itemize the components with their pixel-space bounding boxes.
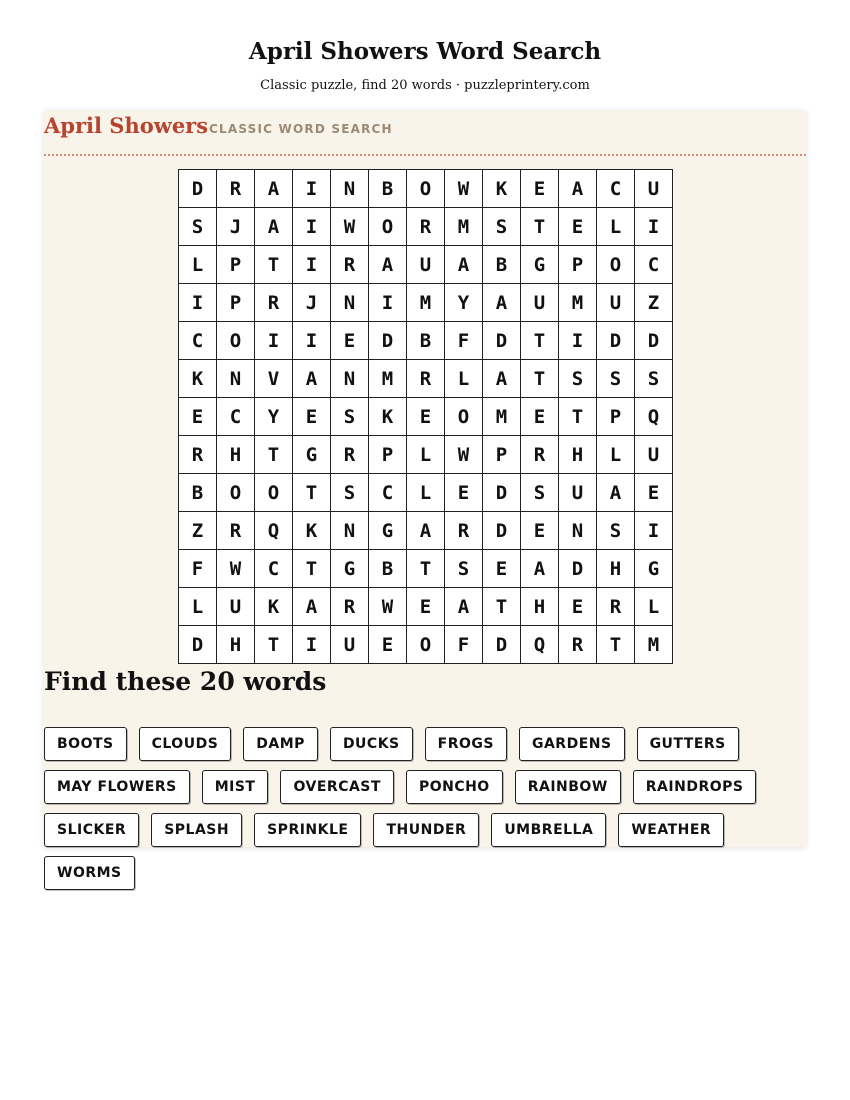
grid-cell[interactable]: I [559,322,597,360]
word-chip[interactable]: WORMS [44,856,135,890]
grid-cell[interactable]: R [559,626,597,664]
word-chip[interactable]: BOOTS [44,727,127,761]
grid-cell[interactable]: L [597,208,635,246]
grid-cell[interactable]: A [369,246,407,284]
grid-cell[interactable]: A [293,588,331,626]
grid-cell[interactable]: Q [255,512,293,550]
grid-cell[interactable]: I [179,284,217,322]
grid-cell[interactable]: D [597,322,635,360]
grid-cell[interactable]: A [445,588,483,626]
grid-cell[interactable]: B [369,170,407,208]
letter-grid [178,169,673,664]
grid-cell[interactable]: R [331,246,369,284]
grid-cell[interactable]: U [597,284,635,322]
grid-cell[interactable]: E [635,474,673,512]
grid-cell[interactable]: R [255,284,293,322]
grid-cell[interactable]: I [369,284,407,322]
grid-cell[interactable]: H [217,436,255,474]
grid-cell[interactable]: P [597,398,635,436]
grid-cell[interactable]: T [407,550,445,588]
grid-cell[interactable]: M [559,284,597,322]
grid-cell[interactable]: A [293,360,331,398]
grid-cell[interactable]: G [369,512,407,550]
grid-cell[interactable]: N [331,512,369,550]
grid-cell[interactable]: W [445,436,483,474]
grid-cell[interactable]: E [559,208,597,246]
grid-cell[interactable]: S [445,550,483,588]
puzzle-type-label: CLASSIC WORD SEARCH [209,122,393,136]
grid-cell[interactable]: D [483,626,521,664]
grid-cell[interactable]: P [559,246,597,284]
grid-cell[interactable]: T [293,474,331,512]
grid-cell[interactable]: H [521,588,559,626]
word-chip[interactable]: SLICKER [44,813,139,847]
grid-cell[interactable]: C [597,170,635,208]
grid-cell[interactable]: I [293,170,331,208]
grid-cell[interactable]: S [179,208,217,246]
grid-cell[interactable]: E [407,588,445,626]
grid-cell[interactable]: K [369,398,407,436]
grid-cell[interactable]: J [293,284,331,322]
grid-cell[interactable]: C [635,246,673,284]
grid-cell[interactable]: E [407,398,445,436]
grid-cell[interactable]: J [217,208,255,246]
word-chip[interactable]: MAY FLOWERS [44,770,190,804]
grid-cell[interactable]: O [597,246,635,284]
grid-cell[interactable]: Z [635,284,673,322]
grid-cell[interactable]: E [521,512,559,550]
grid-cell[interactable]: N [331,360,369,398]
grid-cell[interactable]: R [445,512,483,550]
grid-cell[interactable]: A [597,474,635,512]
grid-cell[interactable]: T [597,626,635,664]
grid-cell[interactable]: E [331,322,369,360]
grid-cell[interactable]: W [445,170,483,208]
grid-cell[interactable]: I [635,512,673,550]
grid-cell[interactable]: R [331,436,369,474]
grid-cell[interactable]: U [217,588,255,626]
grid-cell[interactable]: E [293,398,331,436]
grid-cell[interactable]: Y [445,284,483,322]
grid-cell[interactable]: M [407,284,445,322]
grid-cell[interactable]: W [217,550,255,588]
word-chip[interactable]: WEATHER [618,813,724,847]
grid-cell[interactable]: S [521,474,559,512]
grid-cell[interactable]: H [217,626,255,664]
grid-cell[interactable]: S [597,360,635,398]
grid-cell[interactable]: E [521,398,559,436]
grid-cell[interactable]: O [217,322,255,360]
grid-cell[interactable]: S [635,360,673,398]
grid-cell[interactable]: L [407,436,445,474]
grid-cell[interactable]: T [483,588,521,626]
grid-cell[interactable]: S [559,360,597,398]
grid-cell[interactable]: K [483,170,521,208]
grid-cell[interactable]: M [483,398,521,436]
grid-cell[interactable]: I [293,322,331,360]
grid-cell[interactable]: G [293,436,331,474]
grid-cell[interactable]: O [407,170,445,208]
word-list [44,727,806,890]
grid-cell[interactable]: R [407,208,445,246]
grid-cell[interactable]: O [369,208,407,246]
word-chip[interactable]: GARDENS [519,727,625,761]
grid-cell[interactable]: A [407,512,445,550]
grid-cell[interactable]: Q [521,626,559,664]
grid-cell[interactable]: F [445,322,483,360]
word-chip[interactable]: SPRINKLE [254,813,361,847]
grid-cell[interactable]: N [217,360,255,398]
grid-cell[interactable]: T [255,626,293,664]
grid-cell[interactable]: R [217,170,255,208]
word-chip[interactable]: PONCHO [406,770,503,804]
grid-cell[interactable]: T [521,322,559,360]
word-chip[interactable]: CLOUDS [139,727,232,761]
grid-cell[interactable]: N [331,170,369,208]
grid-cell[interactable]: I [293,626,331,664]
grid-cell[interactable]: T [521,360,559,398]
grid-cell[interactable]: L [635,588,673,626]
grid-cell[interactable]: T [255,246,293,284]
grid-cell[interactable]: D [369,322,407,360]
grid-cell[interactable]: A [445,246,483,284]
grid-cell[interactable]: M [445,208,483,246]
grid-cell[interactable]: G [635,550,673,588]
grid-cell[interactable]: W [369,588,407,626]
grid-cell[interactable]: A [483,360,521,398]
grid-cell[interactable]: C [255,550,293,588]
grid-cell[interactable]: S [597,512,635,550]
grid-cell[interactable]: C [179,322,217,360]
grid-cell[interactable]: E [369,626,407,664]
grid-cell[interactable]: U [559,474,597,512]
grid-cell[interactable]: A [559,170,597,208]
word-chip[interactable]: OVERCAST [280,770,393,804]
grid-cell[interactable]: T [521,208,559,246]
grid-cell[interactable]: O [255,474,293,512]
grid-cell[interactable]: T [293,550,331,588]
grid-cell[interactable]: K [179,360,217,398]
grid-cell[interactable]: U [635,170,673,208]
grid-cell[interactable]: A [521,550,559,588]
grid-cell[interactable]: M [369,360,407,398]
word-chip[interactable]: DAMP [243,727,318,761]
grid-cell[interactable]: K [293,512,331,550]
word-chip[interactable]: DUCKS [330,727,413,761]
puzzle-card [44,110,806,881]
grid-cell[interactable]: E [559,588,597,626]
grid-cell[interactable]: F [445,626,483,664]
grid-cell[interactable]: P [217,284,255,322]
grid-cell[interactable]: Z [179,512,217,550]
word-chip[interactable]: GUTTERS [637,727,739,761]
word-chip[interactable]: FROGS [425,727,507,761]
page-title: April Showers Word Search [248,38,602,65]
page-subtitle: Classic puzzle, find 20 words · puzzleprintery.com [260,78,590,93]
word-chip[interactable]: RAINBOW [515,770,621,804]
grid-cell[interactable]: F [179,550,217,588]
grid-cell[interactable]: L [597,436,635,474]
grid-cell[interactable]: N [559,512,597,550]
grid-cell[interactable]: I [293,208,331,246]
grid-cell[interactable]: H [597,550,635,588]
grid-cell[interactable]: T [255,436,293,474]
grid-cell[interactable]: T [559,398,597,436]
grid-cell[interactable]: D [179,170,217,208]
word-chip[interactable]: SPLASH [151,813,242,847]
grid-cell[interactable]: S [483,208,521,246]
words-heading: Find these 20 words [44,667,327,696]
grid-cell[interactable]: O [445,398,483,436]
grid-cell[interactable]: R [407,360,445,398]
grid-cell[interactable]: Q [635,398,673,436]
grid-cell[interactable]: L [179,588,217,626]
grid-cell[interactable]: E [179,398,217,436]
grid-cell[interactable]: M [635,626,673,664]
grid-cell[interactable]: D [635,322,673,360]
grid-cell[interactable]: E [483,550,521,588]
grid-cell[interactable]: I [293,246,331,284]
grid-cell[interactable]: I [255,322,293,360]
grid-cell[interactable]: U [331,626,369,664]
grid-cell[interactable]: A [255,208,293,246]
grid-cell[interactable]: R [597,588,635,626]
grid-cell[interactable]: L [179,246,217,284]
grid-cell[interactable]: B [407,322,445,360]
word-chip[interactable]: UMBRELLA [491,813,606,847]
grid-cell[interactable]: B [179,474,217,512]
grid-cell[interactable]: D [483,474,521,512]
grid-cell[interactable]: H [559,436,597,474]
word-chip[interactable]: RAINDROPS [633,770,757,804]
grid-cell[interactable]: E [445,474,483,512]
grid-cell[interactable]: C [369,474,407,512]
grid-cell[interactable]: N [331,284,369,322]
grid-cell[interactable]: B [369,550,407,588]
grid-cell[interactable]: D [559,550,597,588]
grid-cell[interactable]: S [331,398,369,436]
word-chip[interactable]: MIST [202,770,269,804]
grid-cell[interactable]: L [445,360,483,398]
grid-cell[interactable]: Y [255,398,293,436]
grid-cell[interactable]: I [635,208,673,246]
grid-cell[interactable]: R [331,588,369,626]
grid-cell[interactable]: P [217,246,255,284]
brand-title: April Showers [44,113,209,138]
grid-cell[interactable]: A [255,170,293,208]
grid-cell[interactable]: R [521,436,559,474]
grid-cell[interactable]: O [217,474,255,512]
grid-cell[interactable]: B [483,246,521,284]
grid-cell[interactable]: U [635,436,673,474]
word-chip[interactable]: THUNDER [373,813,479,847]
grid-cell[interactable]: R [179,436,217,474]
grid-cell[interactable]: C [217,398,255,436]
grid-cell[interactable]: W [331,208,369,246]
grid-cell[interactable]: O [407,626,445,664]
grid-cell[interactable]: U [521,284,559,322]
grid-cell[interactable]: D [483,322,521,360]
grid-cell[interactable]: P [483,436,521,474]
grid-cell[interactable]: E [521,170,559,208]
grid-cell[interactable]: S [331,474,369,512]
grid-cell[interactable]: V [255,360,293,398]
grid-cell[interactable]: A [483,284,521,322]
card-header [44,110,806,156]
grid-cell[interactable]: G [331,550,369,588]
grid-cell[interactable]: K [255,588,293,626]
grid-cell[interactable]: D [483,512,521,550]
grid-cell[interactable]: P [369,436,407,474]
grid-cell[interactable]: D [179,626,217,664]
grid-cell[interactable]: G [521,246,559,284]
grid-cell[interactable]: L [407,474,445,512]
grid-cell[interactable]: R [217,512,255,550]
grid-cell[interactable]: U [407,246,445,284]
